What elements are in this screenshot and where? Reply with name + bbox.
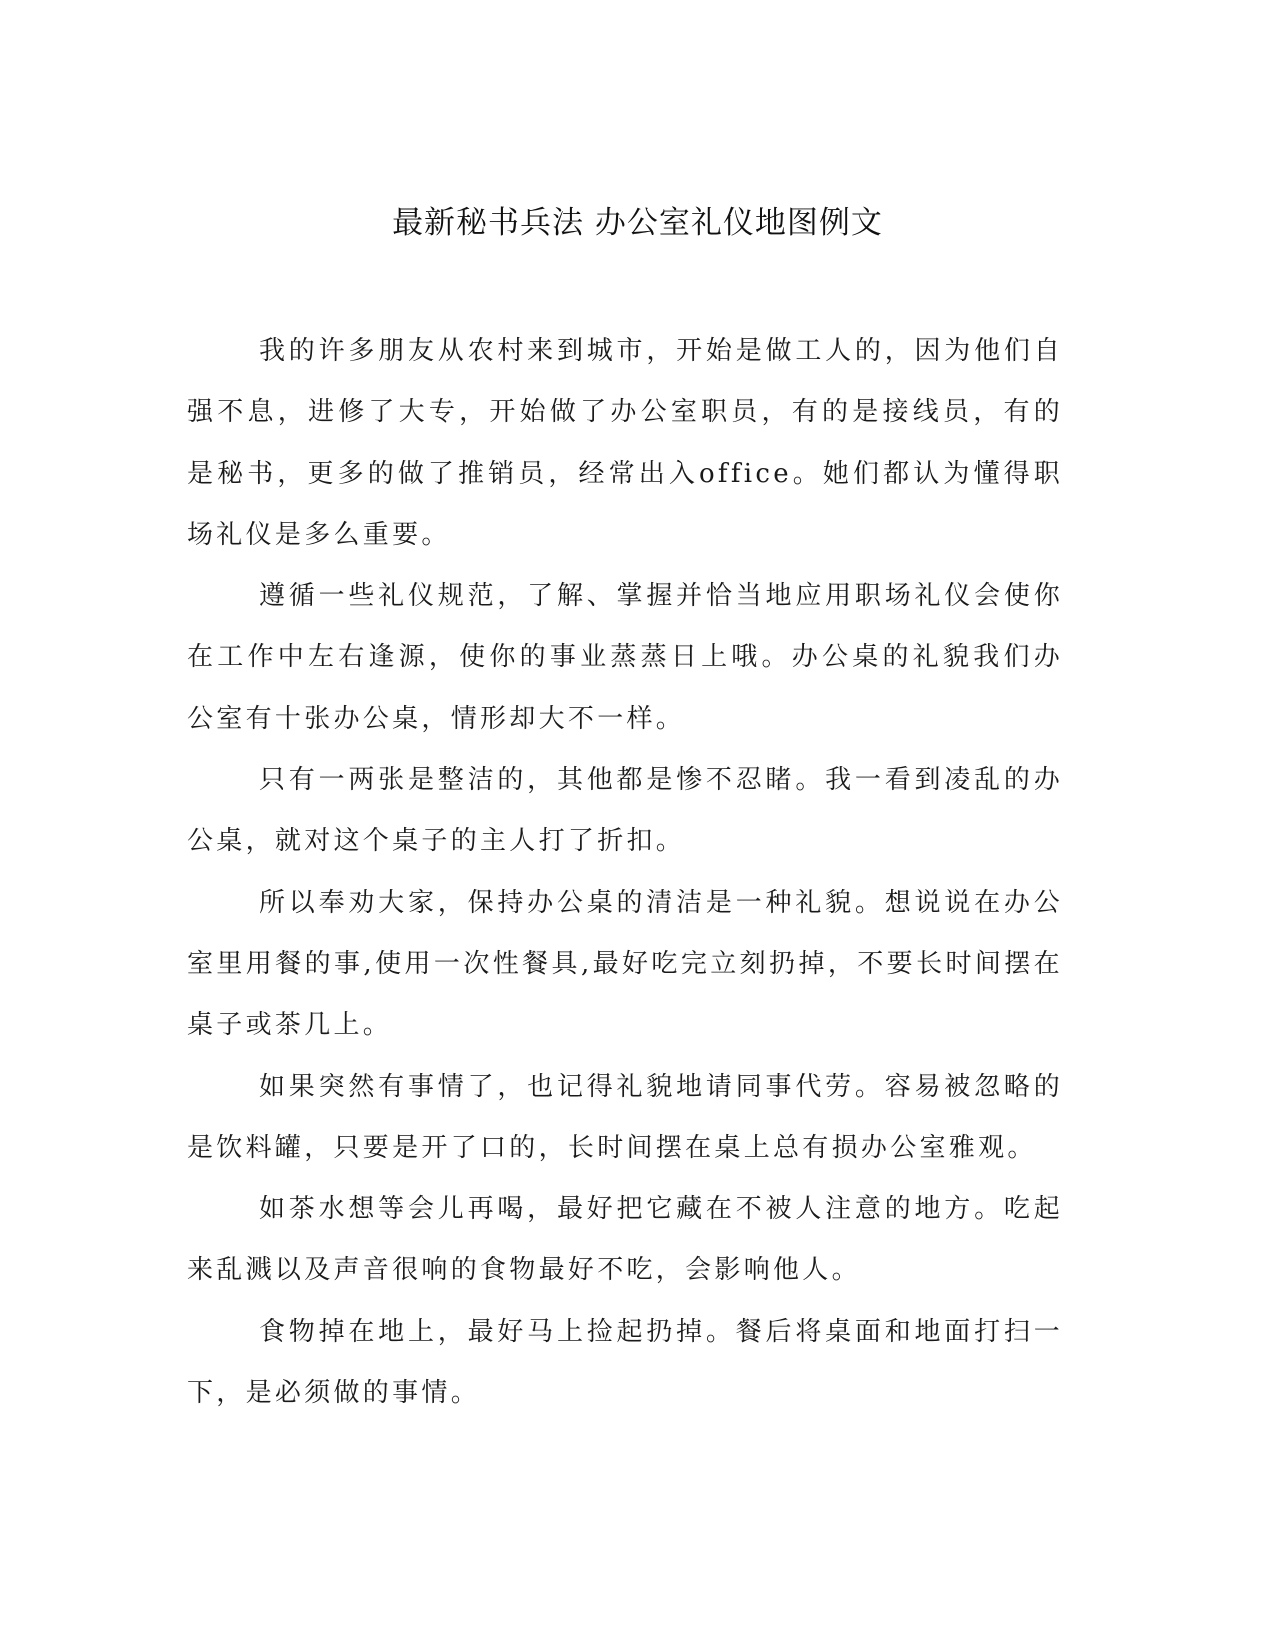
document-body bbox=[187, 321, 1063, 1424]
paragraph-2: 遵循一些礼仪规范，了解、掌握并恰当地应用职场礼仪会使你在工作中左右逢源，使你的事业蒸蒸日上哦。办公桌的礼貌我们办公室有十张办公桌，情形却大不一样。 bbox=[187, 581, 1063, 734]
paragraph-5: 如果突然有事情了，也记得礼貌地请同事代劳。容易被忽略的是饮料罐，只要是开了口的，长时间摆在桌上总有损办公室雅观。 bbox=[187, 1071, 1063, 1163]
document-title: 最新秘书兵法 办公室礼仪地图例文 bbox=[392, 205, 883, 241]
paragraph-3: 只有一两张是整洁的，其他都是惨不忍睹。我一看到凌乱的办公桌，就对这个桌子的主人打了折扣。 bbox=[187, 765, 1063, 857]
paragraph-1: 我的许多朋友从农村来到城市，开始是做工人的，因为他们自强不息，进修了大专，开始做了办公室职员，有的是接线员，有的是秘书，更多的做了推销员，经常出入office。她们都认为懂得职场礼仪是多么重要。 bbox=[187, 336, 1063, 550]
paragraph-7: 食物掉在地上，最好马上捡起扔掉。餐后将桌面和地面打扫一下，是必须做的事情。 bbox=[187, 1316, 1063, 1409]
paragraph-4: 所以奉劝大家，保持办公桌的清洁是一种礼貌。想说说在办公室里用餐的事,使用一次性餐具,最好吃完立刻扔掉，不要长时间摆在桌子或茶几上。 bbox=[187, 887, 1063, 1041]
paragraph-6: 如茶水想等会儿再喝，最好把它藏在不被人注意的地方。吃起来乱溅以及声音很响的食物最好不吃，会影响他人。 bbox=[187, 1194, 1063, 1286]
